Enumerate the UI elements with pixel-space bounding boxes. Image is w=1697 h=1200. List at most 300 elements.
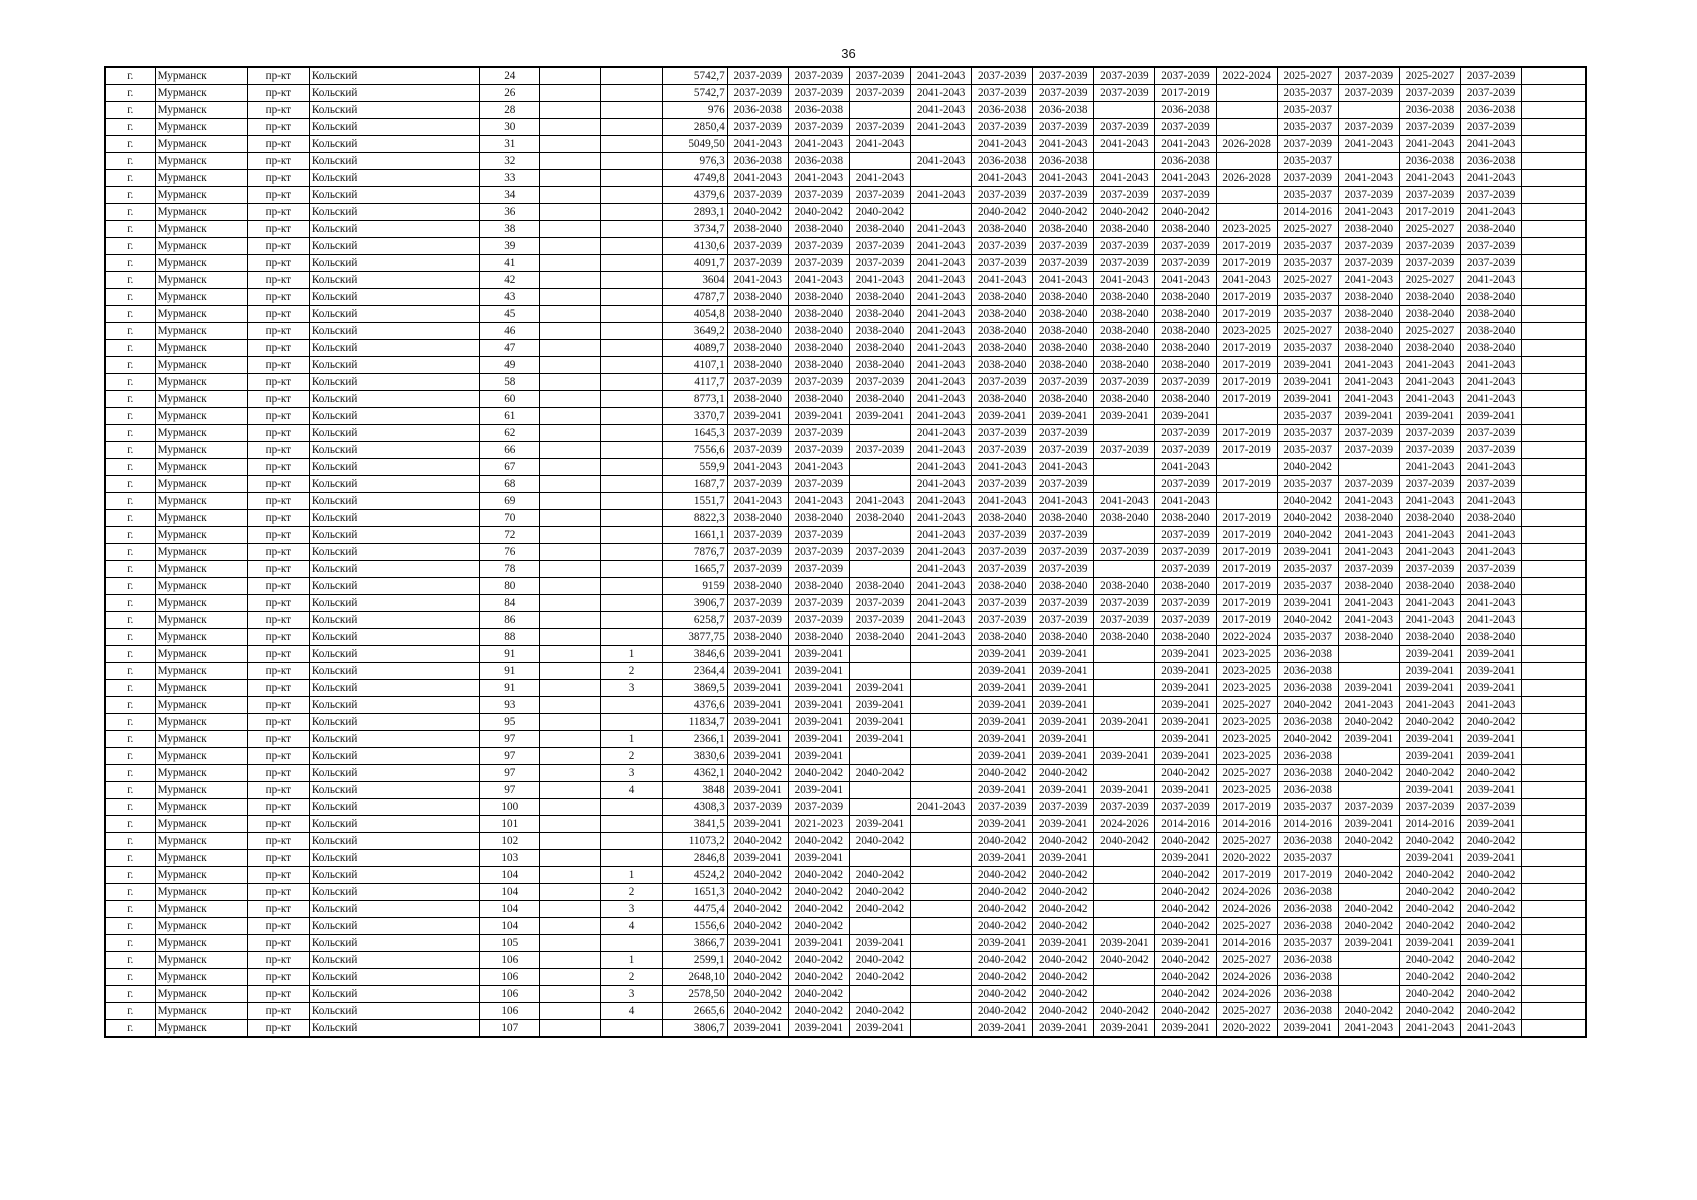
period-12-cell: 2038-2040	[1399, 629, 1460, 646]
table-row	[105, 782, 1586, 799]
period-1-cell: 2040-2042	[727, 952, 788, 969]
street-type-cell: пр-кт	[247, 731, 309, 748]
empty-trailing-cell	[1522, 544, 1586, 561]
period-2-cell: 2040-2042	[788, 867, 849, 884]
street-name-cell: Кольский	[309, 425, 479, 442]
period-12-cell: 2040-2042	[1399, 901, 1460, 918]
period-9-cell: 2017-2019	[1216, 306, 1277, 323]
period-11-cell: 2041-2043	[1338, 170, 1399, 187]
period-9-cell: 2020-2022	[1216, 1020, 1277, 1038]
period-11-cell: 2041-2043	[1338, 391, 1399, 408]
building-cell	[601, 612, 662, 629]
period-11-cell	[1338, 969, 1399, 986]
period-11-cell: 2040-2042	[1338, 1003, 1399, 1020]
period-10-cell: 2025-2027	[1277, 221, 1338, 238]
settlement-type-cell: г.	[105, 782, 155, 799]
period-3-cell: 2040-2042	[849, 969, 910, 986]
period-9-cell: 2017-2019	[1216, 442, 1277, 459]
period-2-cell: 2038-2040	[788, 391, 849, 408]
city-cell: Мурманск	[155, 102, 247, 119]
period-12-cell: 2037-2039	[1399, 476, 1460, 493]
period-10-cell: 2035-2037	[1277, 187, 1338, 204]
letter-cell	[540, 714, 601, 731]
street-name-cell: Кольский	[309, 748, 479, 765]
settlement-type-cell: г.	[105, 969, 155, 986]
period-5-cell: 2038-2040	[972, 578, 1033, 595]
table-row	[105, 697, 1586, 714]
period-1-cell: 2038-2040	[727, 629, 788, 646]
period-8-cell: 2037-2039	[1155, 425, 1216, 442]
street-type-cell: пр-кт	[247, 204, 309, 221]
period-4-cell: 2041-2043	[911, 527, 972, 544]
period-6-cell: 2038-2040	[1033, 578, 1094, 595]
letter-cell	[540, 867, 601, 884]
period-4-cell	[911, 884, 972, 901]
letter-cell	[540, 884, 601, 901]
period-2-cell: 2041-2043	[788, 459, 849, 476]
period-1-cell: 2037-2039	[727, 374, 788, 391]
settlement-type-cell: г.	[105, 153, 155, 170]
building-cell	[601, 1020, 662, 1038]
period-4-cell: 2041-2043	[911, 459, 972, 476]
period-1-cell: 2039-2041	[727, 1020, 788, 1038]
period-13-cell: 2037-2039	[1461, 799, 1522, 816]
area-cell: 976,3	[662, 153, 727, 170]
street-type-cell: пр-кт	[247, 323, 309, 340]
table-row	[105, 306, 1586, 323]
period-10-cell: 2035-2037	[1277, 255, 1338, 272]
period-5-cell: 2039-2041	[972, 680, 1033, 697]
period-9-cell: 2017-2019	[1216, 578, 1277, 595]
building-cell	[601, 850, 662, 867]
period-10-cell: 2035-2037	[1277, 340, 1338, 357]
period-2-cell: 2037-2039	[788, 476, 849, 493]
area-cell: 11834,7	[662, 714, 727, 731]
period-12-cell: 2039-2041	[1399, 782, 1460, 799]
period-9-cell: 2023-2025	[1216, 663, 1277, 680]
house-number-cell: 84	[480, 595, 540, 612]
period-9-cell: 2026-2028	[1216, 136, 1277, 153]
period-12-cell: 2041-2043	[1399, 357, 1460, 374]
empty-trailing-cell	[1522, 1003, 1586, 1020]
period-4-cell	[911, 867, 972, 884]
table-row	[105, 476, 1586, 493]
letter-cell	[540, 238, 601, 255]
period-5-cell: 2040-2042	[972, 765, 1033, 782]
area-cell: 3734,7	[662, 221, 727, 238]
area-cell: 3846,6	[662, 646, 727, 663]
period-3-cell	[849, 425, 910, 442]
period-11-cell	[1338, 952, 1399, 969]
street-name-cell: Кольский	[309, 102, 479, 119]
period-9-cell: 2014-2016	[1216, 935, 1277, 952]
street-name-cell: Кольский	[309, 867, 479, 884]
period-2-cell: 2037-2039	[788, 442, 849, 459]
period-13-cell: 2039-2041	[1461, 782, 1522, 799]
house-number-cell: 70	[480, 510, 540, 527]
period-11-cell: 2040-2042	[1338, 833, 1399, 850]
period-1-cell: 2036-2038	[727, 102, 788, 119]
period-3-cell: 2039-2041	[849, 680, 910, 697]
period-13-cell: 2040-2042	[1461, 867, 1522, 884]
building-cell	[601, 119, 662, 136]
period-7-cell: 2038-2040	[1094, 629, 1155, 646]
street-name-cell: Кольский	[309, 629, 479, 646]
period-13-cell: 2037-2039	[1461, 67, 1522, 85]
period-2-cell: 2038-2040	[788, 578, 849, 595]
period-5-cell: 2041-2043	[972, 136, 1033, 153]
period-13-cell: 2037-2039	[1461, 425, 1522, 442]
building-cell	[601, 425, 662, 442]
settlement-type-cell: г.	[105, 289, 155, 306]
city-cell: Мурманск	[155, 272, 247, 289]
period-2-cell: 2037-2039	[788, 85, 849, 102]
period-8-cell: 2038-2040	[1155, 629, 1216, 646]
period-10-cell: 2035-2037	[1277, 306, 1338, 323]
area-cell: 2364,4	[662, 663, 727, 680]
street-name-cell: Кольский	[309, 391, 479, 408]
building-cell	[601, 629, 662, 646]
period-11-cell: 2037-2039	[1338, 119, 1399, 136]
letter-cell	[540, 833, 601, 850]
period-7-cell: 2037-2039	[1094, 119, 1155, 136]
area-cell: 4091,7	[662, 255, 727, 272]
period-13-cell: 2041-2043	[1461, 272, 1522, 289]
period-1-cell: 2038-2040	[727, 340, 788, 357]
period-1-cell: 2039-2041	[727, 850, 788, 867]
period-13-cell: 2039-2041	[1461, 663, 1522, 680]
period-6-cell: 2039-2041	[1033, 680, 1094, 697]
table-row	[105, 204, 1586, 221]
period-4-cell	[911, 850, 972, 867]
period-3-cell: 2041-2043	[849, 493, 910, 510]
period-13-cell: 2040-2042	[1461, 918, 1522, 935]
street-type-cell: пр-кт	[247, 85, 309, 102]
house-number-cell: 42	[480, 272, 540, 289]
area-cell: 3877,75	[662, 629, 727, 646]
settlement-type-cell: г.	[105, 816, 155, 833]
period-5-cell: 2039-2041	[972, 1020, 1033, 1038]
period-10-cell: 2040-2042	[1277, 459, 1338, 476]
period-3-cell: 2039-2041	[849, 714, 910, 731]
period-12-cell: 2038-2040	[1399, 306, 1460, 323]
empty-trailing-cell	[1522, 238, 1586, 255]
city-cell: Мурманск	[155, 1003, 247, 1020]
period-12-cell: 2040-2042	[1399, 714, 1460, 731]
period-1-cell: 2039-2041	[727, 408, 788, 425]
period-7-cell	[1094, 918, 1155, 935]
street-type-cell: пр-кт	[247, 170, 309, 187]
period-7-cell: 2039-2041	[1094, 748, 1155, 765]
period-1-cell: 2037-2039	[727, 67, 788, 85]
period-3-cell: 2038-2040	[849, 391, 910, 408]
period-4-cell: 2041-2043	[911, 153, 972, 170]
city-cell: Мурманск	[155, 748, 247, 765]
period-3-cell: 2038-2040	[849, 289, 910, 306]
street-type-cell: пр-кт	[247, 442, 309, 459]
street-name-cell: Кольский	[309, 340, 479, 357]
settlement-type-cell: г.	[105, 527, 155, 544]
letter-cell	[540, 391, 601, 408]
period-10-cell: 2037-2039	[1277, 170, 1338, 187]
period-10-cell: 2035-2037	[1277, 629, 1338, 646]
table-row	[105, 153, 1586, 170]
period-4-cell: 2041-2043	[911, 85, 972, 102]
building-cell	[601, 476, 662, 493]
period-6-cell: 2040-2042	[1033, 952, 1094, 969]
city-cell: Мурманск	[155, 442, 247, 459]
empty-trailing-cell	[1522, 391, 1586, 408]
building-cell	[601, 408, 662, 425]
period-11-cell: 2038-2040	[1338, 578, 1399, 595]
period-6-cell: 2037-2039	[1033, 187, 1094, 204]
settlement-type-cell: г.	[105, 425, 155, 442]
letter-cell	[540, 374, 601, 391]
period-13-cell: 2041-2043	[1461, 527, 1522, 544]
settlement-type-cell: г.	[105, 476, 155, 493]
building-cell	[601, 459, 662, 476]
period-13-cell: 2037-2039	[1461, 442, 1522, 459]
city-cell: Мурманск	[155, 986, 247, 1003]
period-5-cell: 2037-2039	[972, 374, 1033, 391]
period-1-cell: 2038-2040	[727, 357, 788, 374]
street-type-cell: пр-кт	[247, 612, 309, 629]
settlement-type-cell: г.	[105, 663, 155, 680]
city-cell: Мурманск	[155, 476, 247, 493]
period-10-cell: 2036-2038	[1277, 884, 1338, 901]
period-4-cell	[911, 748, 972, 765]
period-8-cell: 2039-2041	[1155, 697, 1216, 714]
period-7-cell: 2038-2040	[1094, 391, 1155, 408]
period-7-cell: 2037-2039	[1094, 67, 1155, 85]
settlement-type-cell: г.	[105, 493, 155, 510]
settlement-type-cell: г.	[105, 646, 155, 663]
settlement-type-cell: г.	[105, 850, 155, 867]
building-cell: 1	[601, 952, 662, 969]
period-6-cell: 2039-2041	[1033, 714, 1094, 731]
street-name-cell: Кольский	[309, 714, 479, 731]
building-cell	[601, 510, 662, 527]
period-2-cell: 2037-2039	[788, 374, 849, 391]
period-2-cell: 2036-2038	[788, 102, 849, 119]
house-number-cell: 93	[480, 697, 540, 714]
period-8-cell: 2040-2042	[1155, 1003, 1216, 1020]
area-cell: 5742,7	[662, 67, 727, 85]
empty-trailing-cell	[1522, 816, 1586, 833]
period-13-cell: 2037-2039	[1461, 238, 1522, 255]
table-row	[105, 238, 1586, 255]
table-row	[105, 391, 1586, 408]
period-4-cell	[911, 833, 972, 850]
building-cell	[601, 204, 662, 221]
house-number-cell: 91	[480, 680, 540, 697]
building-cell: 1	[601, 646, 662, 663]
period-9-cell: 2017-2019	[1216, 340, 1277, 357]
period-11-cell: 2041-2043	[1338, 595, 1399, 612]
period-3-cell	[849, 459, 910, 476]
street-type-cell: пр-кт	[247, 459, 309, 476]
period-3-cell: 2038-2040	[849, 221, 910, 238]
letter-cell	[540, 578, 601, 595]
empty-trailing-cell	[1522, 85, 1586, 102]
period-9-cell: 2017-2019	[1216, 425, 1277, 442]
period-12-cell: 2041-2043	[1399, 595, 1460, 612]
period-11-cell: 2041-2043	[1338, 527, 1399, 544]
building-cell: 4	[601, 918, 662, 935]
street-name-cell: Кольский	[309, 782, 479, 799]
street-name-cell: Кольский	[309, 952, 479, 969]
street-name-cell: Кольский	[309, 680, 479, 697]
settlement-type-cell: г.	[105, 867, 155, 884]
period-11-cell: 2037-2039	[1338, 442, 1399, 459]
period-10-cell: 2036-2038	[1277, 663, 1338, 680]
period-8-cell: 2040-2042	[1155, 901, 1216, 918]
period-6-cell: 2037-2039	[1033, 799, 1094, 816]
house-number-cell: 104	[480, 918, 540, 935]
city-cell: Мурманск	[155, 663, 247, 680]
period-6-cell: 2038-2040	[1033, 306, 1094, 323]
city-cell: Мурманск	[155, 391, 247, 408]
period-7-cell	[1094, 425, 1155, 442]
period-4-cell: 2041-2043	[911, 442, 972, 459]
period-8-cell: 2038-2040	[1155, 306, 1216, 323]
area-cell: 4379,6	[662, 187, 727, 204]
city-cell: Мурманск	[155, 425, 247, 442]
period-8-cell: 2040-2042	[1155, 833, 1216, 850]
period-9-cell: 2025-2027	[1216, 1003, 1277, 1020]
city-cell: Мурманск	[155, 816, 247, 833]
period-1-cell: 2038-2040	[727, 323, 788, 340]
period-6-cell: 2040-2042	[1033, 969, 1094, 986]
settlement-type-cell: г.	[105, 306, 155, 323]
period-7-cell	[1094, 867, 1155, 884]
house-number-cell: 67	[480, 459, 540, 476]
house-number-cell: 106	[480, 969, 540, 986]
house-number-cell: 107	[480, 1020, 540, 1038]
period-8-cell: 2040-2042	[1155, 765, 1216, 782]
period-1-cell: 2039-2041	[727, 935, 788, 952]
period-7-cell: 2039-2041	[1094, 782, 1155, 799]
period-5-cell: 2037-2039	[972, 544, 1033, 561]
period-4-cell: 2041-2043	[911, 323, 972, 340]
period-11-cell: 2041-2043	[1338, 544, 1399, 561]
period-12-cell: 2036-2038	[1399, 102, 1460, 119]
period-2-cell: 2037-2039	[788, 255, 849, 272]
period-3-cell	[849, 476, 910, 493]
street-type-cell: пр-кт	[247, 1003, 309, 1020]
letter-cell	[540, 901, 601, 918]
period-5-cell: 2041-2043	[972, 493, 1033, 510]
table-row	[105, 1003, 1586, 1020]
period-4-cell: 2041-2043	[911, 357, 972, 374]
period-13-cell: 2037-2039	[1461, 255, 1522, 272]
period-11-cell: 2037-2039	[1338, 476, 1399, 493]
period-5-cell: 2037-2039	[972, 799, 1033, 816]
period-11-cell: 2039-2041	[1338, 408, 1399, 425]
house-number-cell: 68	[480, 476, 540, 493]
period-12-cell: 2039-2041	[1399, 731, 1460, 748]
period-2-cell: 2039-2041	[788, 697, 849, 714]
period-6-cell: 2038-2040	[1033, 340, 1094, 357]
period-10-cell: 2040-2042	[1277, 493, 1338, 510]
table-row	[105, 323, 1586, 340]
period-12-cell: 2037-2039	[1399, 425, 1460, 442]
letter-cell	[540, 425, 601, 442]
period-9-cell	[1216, 459, 1277, 476]
area-cell: 7876,7	[662, 544, 727, 561]
period-5-cell: 2037-2039	[972, 255, 1033, 272]
period-4-cell	[911, 680, 972, 697]
street-type-cell: пр-кт	[247, 595, 309, 612]
street-type-cell: пр-кт	[247, 221, 309, 238]
period-10-cell: 2025-2027	[1277, 272, 1338, 289]
street-type-cell: пр-кт	[247, 799, 309, 816]
street-name-cell: Кольский	[309, 153, 479, 170]
building-cell	[601, 85, 662, 102]
period-12-cell: 2037-2039	[1399, 187, 1460, 204]
period-12-cell: 2038-2040	[1399, 578, 1460, 595]
period-5-cell: 2039-2041	[972, 714, 1033, 731]
period-2-cell: 2039-2041	[788, 748, 849, 765]
period-5-cell: 2039-2041	[972, 816, 1033, 833]
period-4-cell	[911, 816, 972, 833]
building-cell: 4	[601, 782, 662, 799]
empty-trailing-cell	[1522, 408, 1586, 425]
table-row	[105, 544, 1586, 561]
period-12-cell: 2041-2043	[1399, 136, 1460, 153]
period-6-cell: 2040-2042	[1033, 833, 1094, 850]
street-type-cell: пр-кт	[247, 986, 309, 1003]
street-name-cell: Кольский	[309, 459, 479, 476]
settlement-type-cell: г.	[105, 323, 155, 340]
city-cell: Мурманск	[155, 85, 247, 102]
area-cell: 3866,7	[662, 935, 727, 952]
table-row	[105, 357, 1586, 374]
period-2-cell: 2037-2039	[788, 527, 849, 544]
city-cell: Мурманск	[155, 629, 247, 646]
street-name-cell: Кольский	[309, 1020, 479, 1038]
letter-cell	[540, 221, 601, 238]
period-6-cell: 2036-2038	[1033, 153, 1094, 170]
period-10-cell: 2040-2042	[1277, 612, 1338, 629]
period-2-cell: 2037-2039	[788, 67, 849, 85]
period-13-cell: 2039-2041	[1461, 408, 1522, 425]
period-1-cell: 2041-2043	[727, 272, 788, 289]
period-1-cell: 2040-2042	[727, 867, 788, 884]
empty-trailing-cell	[1522, 850, 1586, 867]
period-13-cell: 2040-2042	[1461, 901, 1522, 918]
street-type-cell: пр-кт	[247, 374, 309, 391]
period-10-cell: 2035-2037	[1277, 476, 1338, 493]
city-cell: Мурманск	[155, 901, 247, 918]
table-row	[105, 935, 1586, 952]
house-number-cell: 97	[480, 731, 540, 748]
street-type-cell: пр-кт	[247, 680, 309, 697]
letter-cell	[540, 765, 601, 782]
period-5-cell: 2037-2039	[972, 476, 1033, 493]
period-6-cell: 2041-2043	[1033, 136, 1094, 153]
period-5-cell: 2038-2040	[972, 289, 1033, 306]
period-13-cell: 2040-2042	[1461, 833, 1522, 850]
period-12-cell: 2041-2043	[1399, 459, 1460, 476]
period-3-cell	[849, 663, 910, 680]
period-8-cell: 2039-2041	[1155, 408, 1216, 425]
period-1-cell: 2037-2039	[727, 442, 788, 459]
building-cell: 1	[601, 867, 662, 884]
period-12-cell: 2041-2043	[1399, 1020, 1460, 1038]
table-row	[105, 833, 1586, 850]
empty-trailing-cell	[1522, 986, 1586, 1003]
